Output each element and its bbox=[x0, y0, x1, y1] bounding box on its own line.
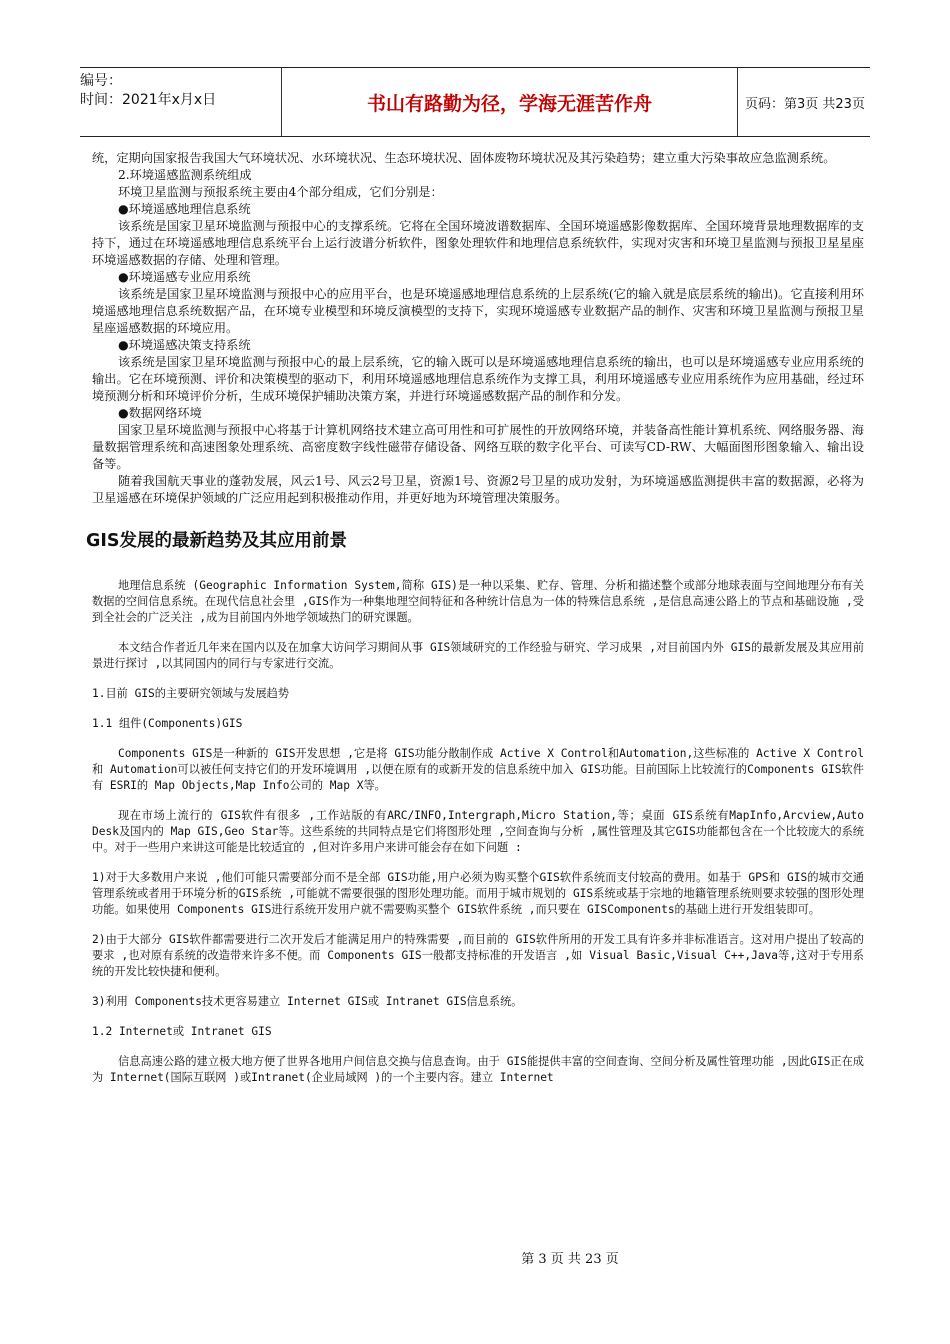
paragraph: 2)由于大部分 GIS软件都需要进行二次开发后才能满足用户的特殊需要 ,而目前的 GIS软件所用的开发工具有许多并非标准语言。这对用户提出了较高的要求 ,也对原有系统的改造带来许多不便。而 Components GIS一般都支持标准的开发语言 ,如 Visual Basic,Visual C++,Java等,这对于专用系统的开发比较快捷和便利。 bbox=[92, 933, 864, 978]
document-body bbox=[86, 150, 864, 1097]
section-heading: 1.2 Internet或 Intranet GIS bbox=[92, 1025, 272, 1038]
subheading: 2.环境遥感监测系统组成 bbox=[118, 168, 252, 182]
document-time: 时间：2021年x月x日 bbox=[80, 92, 217, 108]
header-info bbox=[80, 72, 280, 110]
footer-page-number: 第 3 页 共 23 页 bbox=[521, 1252, 619, 1267]
paragraph: 该系统是国家卫星环境监测与预报中心的支撑系统。它将在全国环境波谱数据库、全国环境遥感影像数据库、全国环境背景地理数据库的支持下，通过在环境遥感地理信息系统平台上运行波谱分析软件，图象处理软件和地理信息系统软件，实现对灾害和环境卫星监测与预报卫星星座环境遥感数据的存储、处理和管理。 bbox=[92, 219, 864, 267]
paragraph: 现在市场上流行的 GIS软件有很多 ,工作站版的有ARC/INFO,Intergraph,Micro Station,等；桌面 GIS系统有MapInfo,Arcview,Auto Desk及国内的 Map GIS,Geo Star等。这些系统的共同特点是它们将图形处理 ,空间查询与分析 ,属性管理及其它GIS功能都包含在一个比较庞大的系统中。对于一些用户来讲这可能是比较适宜的 ,但对许多用户来讲可能会存在如下问题 : bbox=[92, 809, 864, 854]
bullet-heading: ●环境遥感专业应用系统 bbox=[118, 270, 251, 284]
paragraph: 国家卫星环境监测与预报中心将基于计算机网络技术建立高可用性和可扩展性的开放网络环境，并装备高性能计算机系统、网络服务器、海量数据管理系统和高速图象处理系统、高密度数字线性磁带存储设备、网络互联的数字化平台、可读写CD-RW、大幅面图形图象输入、输出设备等。 bbox=[92, 423, 864, 471]
paragraph: 随着我国航天事业的蓬勃发展，风云1号、风云2号卫星，资源1号、资源2号卫星的成功发射，为环境遥感监测提供丰富的数据源，必将为卫星遥感在环境保护领域的广泛应用起到积极推动作用，并更好地为环境管理决策服务。 bbox=[92, 474, 864, 505]
document-number: 编号： bbox=[80, 73, 122, 89]
section-heading: 1.目前 GIS的主要研究领域与发展趋势 bbox=[92, 687, 290, 700]
section-heading: 1.1 组件(Components)GIS bbox=[92, 717, 243, 730]
paragraph: 3)利用 Components技术更容易建立 Internet GIS或 Intranet GIS信息系统。 bbox=[92, 995, 523, 1008]
paragraph: 统，定期向国家报告我国大气环境状况、水环境状况、生态环境状况、固体废物环境状况及其污染趋势；建立重大污染事故应急监测系统。 bbox=[92, 151, 836, 165]
page-footer bbox=[0, 1248, 950, 1267]
bullet-heading: ●环境遥感地理信息系统 bbox=[118, 202, 251, 216]
article-title: GIS发展的最新趋势及其应用前景 bbox=[86, 531, 347, 551]
bullet-heading: ●数据网络环境 bbox=[118, 406, 202, 420]
paragraph: 信息高速公路的建立极大地方便了世界各地用户间信息交换与信息查询。由于 GIS能提供丰富的空间查询、空间分析及属性管理功能 ,因此GIS正在成为 Internet(国际互联网 )或Intranet(企业局域网 )的一个主要内容。建立 Internet bbox=[92, 1055, 864, 1084]
bullet-heading: ●环境遥感决策支持系统 bbox=[118, 338, 251, 352]
header-motto: 书山有路勤为径，学海无涯苦作舟 bbox=[281, 68, 738, 136]
paragraph: Components GIS是一种新的 GIS开发思想 ,它是将 GIS功能分散制作成 Active X Control和Automation,这些标准的 Active X Control和 Automation可以被任何支持它们的开发环境调用 ,以便在原有的或新开发的信息系统中加入 GIS功能。目前国际上比较流行的Components GIS软件有 ESRI的 Map Objects,Map Info公司的 Map X等。 bbox=[92, 747, 864, 792]
paragraph: 本文结合作者近几年来在国内以及在加拿大访问学习期间从事 GIS领域研究的工作经验与研究、学习成果 ,对目前国内外 GIS的最新发展及其应用前景进行探讨 ,以其同国内的同行与专家进行交流。 bbox=[92, 641, 864, 670]
header-page-number: 页码：第3页 共23页 bbox=[745, 96, 865, 112]
page-header bbox=[80, 67, 870, 137]
paragraph: 1)对于大多数用户来说 ,他们可能只需要部分而不是全部 GIS功能,用户必须为购买整个GIS软件系统而支付较高的费用。如基于 GPS和 GIS的城市交通管理系统或者用于环境分析的GIS系统 ,可能就不需要很强的图形处理功能。而用于城市规划的 GIS系统或基于宗地的地籍管理系统则要求较强的图形处理功能。如果使用 Components GIS进行系统开发用户就不需要购买整个 GIS软件系统 ,而只要在 GISComponents的基础上进行开发组装即可。 bbox=[92, 871, 864, 916]
paragraph: 该系统是国家卫星环境监测与预报中心的最上层系统，它的输入既可以是环境遥感地理信息系统的输出，也可以是环境遥感专业应用系统的输出。它在环境预测、评价和决策模型的驱动下，利用环境遥感地理信息系统作为支撑工具，利用环境遥感专业应用系统作为应用基础，经过环境预测分析和环境评价分析，生成环境保护辅助决策方案，并进行环境遥感数据产品的制作和分发。 bbox=[92, 355, 864, 403]
paragraph: 环境卫星监测与预报系统主要由4个部分组成，它们分别是： bbox=[118, 185, 443, 199]
paragraph: 地理信息系统 (Geographic Information System,简称 GIS)是一种以采集、贮存、管理、分析和描述整个或部分地球表面与空间地理分布有关数据的空间信息系统。在现代信息社会里 ,GIS作为一种集地理空间特征和各种统计信息为一体的特殊信息系统 ,是信息高速公路上的节点和基础设施 ,受到全社会的广泛关注 ,成为目前国内外地学领域热门的研究课题。 bbox=[92, 579, 864, 624]
paragraph: 该系统是国家卫星环境监测与预报中心的应用平台，也是环境遥感地理信息系统的上层系统(它的输入就是底层系统的输出)。它直接利用环境遥感地理信息系统数据产品，在环境专业模型和环境反演模型的支持下，实现环境遥感专业数据产品的制作、灾害和环境卫星监测与预报卫星星座遥感数据的环境应用。 bbox=[92, 287, 864, 335]
